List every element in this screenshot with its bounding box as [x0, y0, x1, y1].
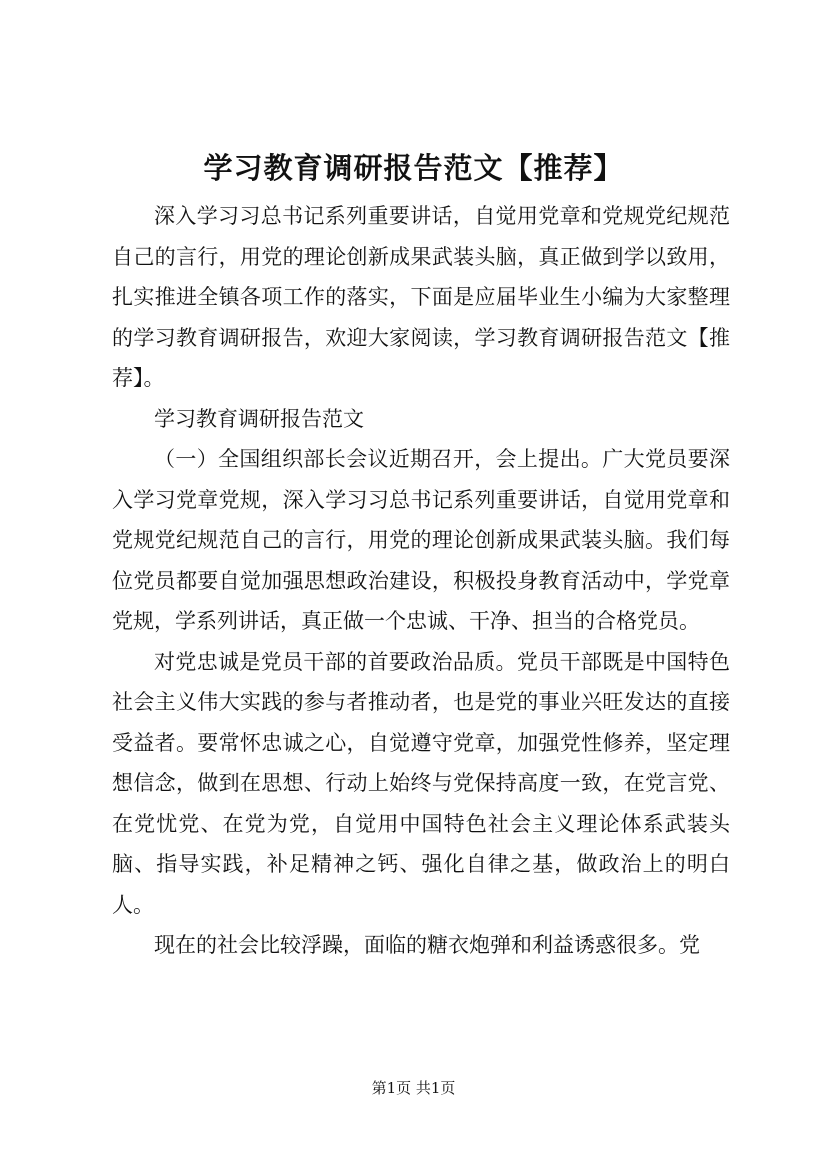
paragraph-1: （一）全国组织部长会议近期召开，会上提出。广大党员要深入学习党章党规，深入学习习总书记系列重要讲话，自觉用党章和党规党纪规范自己的言行，用党的理论创新成果武装头脑。我们每位党员都要自觉加强思想政治建设，积极投身教育活动中，学党章党规，学系列讲话，真正做一个忠诚、干净、担当的合格党员。 — [112, 447, 730, 633]
paragraph-intro: 深入学习习总书记系列重要讲话，自觉用党章和党规党纪规范自己的言行，用党的理论创新成果武装头脑，真正做到学以致用，扎实推进全镇各项工作的落实，下面是应届毕业生小编为大家整理的学习教育调研报告，欢迎大家阅读，学习教育调研报告范文【推荐】。 — [112, 204, 730, 390]
paragraph-3: 现在的社会比较浮躁，面临的糖衣炮弹和利益诱惑很多。党 — [154, 933, 700, 957]
paragraph-2: 对党忠诚是党员干部的首要政治品质。党员干部既是中国特色社会主义伟大实践的参与者推动者，也是党的事业兴旺发达的直接受益者。要常怀忠诚之心，自觉遵守党章，加强党性修养，坚定理想信念，做到在思想、行动上始终与党保持高度一致，在党言党、在党忧党、在党为党，自觉用中国特色社会主义理论体系武装头脑、指导实践，补足精神之钙、强化自律之基，做政治上的明白人。 — [112, 649, 730, 917]
paragraph-subheading: 学习教育调研报告范文 — [154, 406, 364, 431]
page-footer: 第1页 共1页 — [371, 1079, 456, 1097]
document-title: 学习教育调研报告范文【推荐】 — [203, 151, 624, 185]
document-body — [112, 196, 730, 966]
